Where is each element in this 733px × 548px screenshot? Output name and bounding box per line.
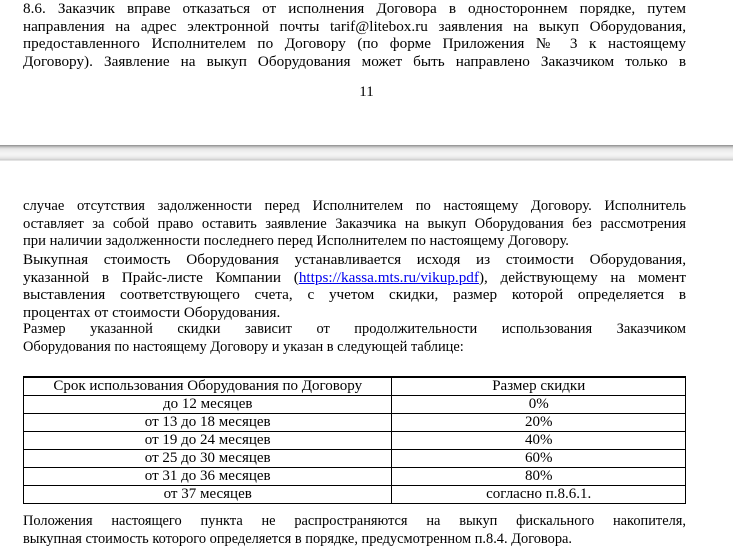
text-line: оставляет за собой право оставить заявление Заказчика на выкуп Оборудования без рассмотрения [23,215,686,232]
clause-8-6-paragraph [23,0,686,70]
text-line: направления на адрес электронной почты tarif@litebox.ru заявления на выкуп Оборудования, [23,17,686,35]
table-row [24,432,686,450]
cell-discount: 60% [392,450,686,468]
discount-table [23,376,686,504]
page-break-separator [0,145,733,161]
text-line: выкупная стоимость которого определяется в порядке, предусмотренном п.8.4. Договора. [23,530,573,547]
cell-period: от 19 до 24 месяцев [24,432,392,450]
text-line: 8.6. Заказчик вправе отказаться от исполнения Договора в одностороннем порядке, путем [23,0,686,17]
table-row [24,396,686,414]
text-line-with-link [23,269,686,287]
paragraph-discount-intro [23,321,686,356]
cell-period: до 12 месяцев [24,396,392,414]
text-line: при наличии задолженности последнего перед Исполнителем по настоящему Договору. [23,233,569,250]
document-page-11 [0,0,733,145]
table-header-row [24,377,686,396]
cell-discount: 80% [392,468,686,486]
text-line: Размер указанной скидки зависит от продолжительности использования Заказчиком [23,321,686,337]
text-line: Оборудования по настоящему Договору и указан в следующей таблице: [23,338,464,355]
text-line: Положения настоящего пункта не распространяются на выкуп фискального накопителя, [23,513,686,529]
cell-period: от 37 месяцев [24,486,392,504]
document-page-12 [0,161,733,548]
cell-discount: согласно п.8.6.1. [392,486,686,504]
price-list-link[interactable]: https://kassa.mts.ru/vikup.pdf [298,268,479,286]
cell-discount: 0% [392,396,686,414]
text-segment: указанной в Прайс-листе Компании ( [23,268,299,286]
table-row [24,486,686,504]
column-header-usage-period: Срок использования Оборудования по Договору [24,377,392,396]
table-row [24,468,686,486]
cell-discount: 20% [392,414,686,432]
text-line: Договору). Заявление на выкуп Оборудования может быть направлено Заказчиком только в [23,52,686,70]
text-line: процентах от стоимости Оборудования. [23,303,281,321]
text-segment: ), действующему на момент [478,268,686,286]
text-line: Выкупная стоимость Оборудования устанавливается исходя из стоимости Оборудования, [23,251,686,268]
text-line: предоставленного Исполнителем по Договору (по форме Приложения № 3 к настоящему [23,35,686,53]
cell-period: от 13 до 18 месяцев [24,414,392,432]
column-header-discount: Размер скидки [392,377,686,396]
table-row [24,414,686,432]
paragraph-fiscal-storage-exception [23,513,686,548]
cell-discount: 40% [392,432,686,450]
table-row [24,450,686,468]
cell-period: от 31 до 36 месяцев [24,468,392,486]
page-number: 11 [359,84,374,100]
paragraph-buyout-price [23,251,686,321]
cell-period: от 25 до 30 месяцев [24,450,392,468]
text-line: случае отсутствия задолженности перед Исполнителем по настоящему Договору. Исполнитель [23,198,686,214]
paragraph-debt-condition [23,198,686,251]
text-line: выставления соответствующего счета, с учетом скидки, размер которой определяется в [23,286,686,304]
